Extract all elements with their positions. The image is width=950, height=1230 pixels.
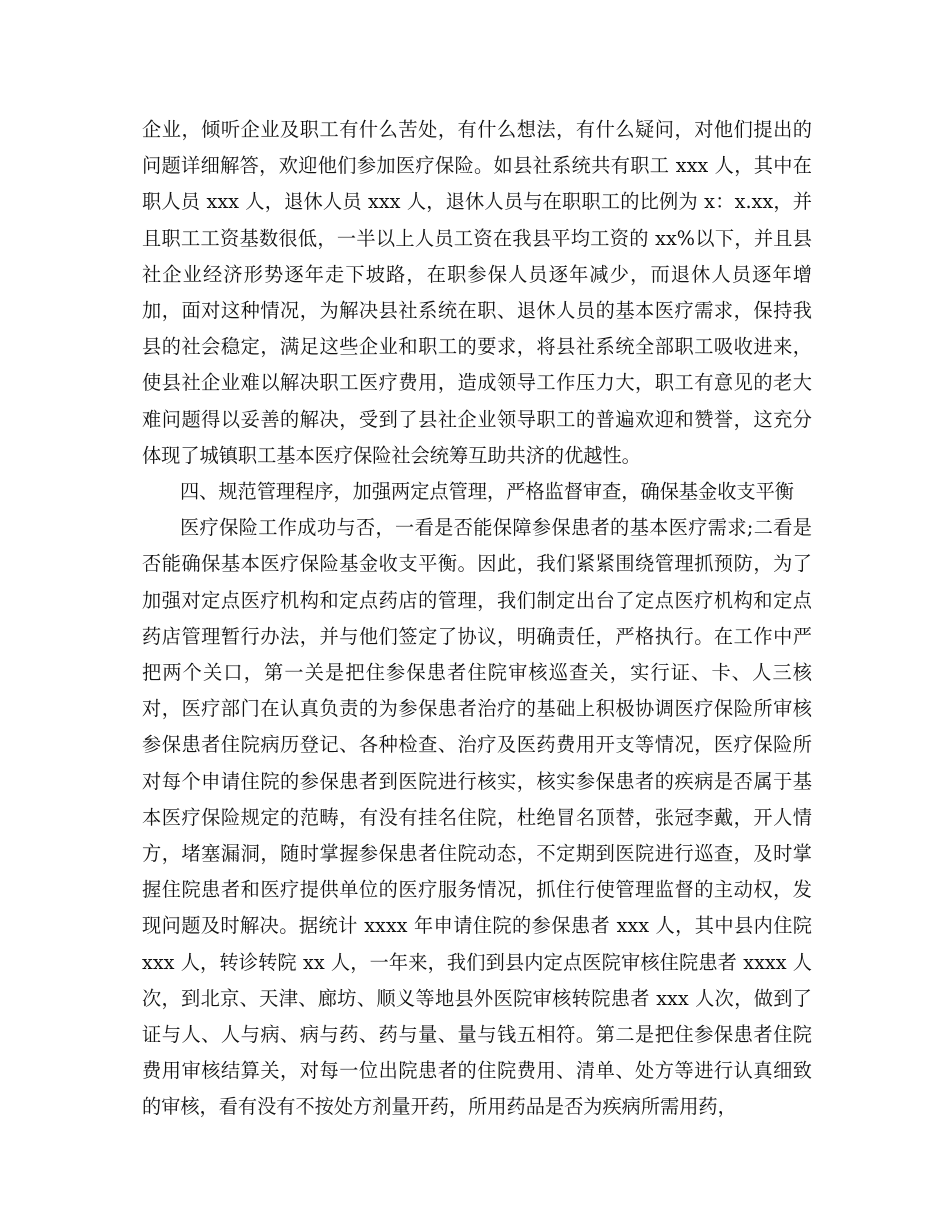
section-heading: 四、规范管理程序，加强两定点管理，严格监督审查，确保基金收支平衡 [180,480,794,504]
document-body [142,112,812,1126]
paragraph-1: 企业，倾听企业及职工有什么苦处，有什么想法，有什么疑问，对他们提出的问题详细解答，欢迎他们参加医疗保险。如县社系统共有职工 xxx 人，其中在职人员 xxx 人，退休人员 xxx 人，退休人员与在职职工的比例为 x：x.xx，并且职工工资基数很低，一半以上人员工资在我县平均工资的 xx%以下，并且县社企业经济形势逐年走下坡路，在职参保人员逐年减少，而退休人员逐年增加，面对这种情况，为解决县社系统在职、退休人员的基本医疗需求，保持我县的社会稳定，满足这些企业和职工的要求，将县社系统全部职工吸收进来，使县社企业难以解决职工医疗费用，造成领导工作压力大，职工有意见的老大难问题得以妥善的解决，受到了县社企业领导职工的普遍欢迎和赞誉，这充分体现了城镇职工基本医疗保险社会统筹互助共济的优越性。 [142,118,812,467]
paragraph-2: 医疗保险工作成功与否，一看是否能保障参保患者的基本医疗需求;二看是否能确保基本医疗保险基金收支平衡。因此，我们紧紧围绕管理抓预防，为了加强对定点医疗机构和定点药店的管理，我们制定出台了定点医疗机构和定点药店管理暂行办法，并与他们签定了协议，明确责任，严格执行。在工作中严把两个关口，第一关是把住参保患者住院审核巡查关，实行证、卡、人三核对，医疗部门在认真负责的为参保患者治疗的基础上积极协调医疗保险所审核参保患者住院病历登记、各种检查、治疗及医药费用开支等情况，医疗保险所对每个申请住院的参保患者到医院进行核实，核实参保患者的疾病是否属于基本医疗保险规定的范畴，有没有挂名住院，杜绝冒名顶替，张冠李戴，开人情方，堵塞漏洞，随时掌握参保患者住院动态，不定期到医院进行巡查，及时掌握住院患者和医疗提供单位的医疗服务情况，抓住行使管理监督的主动权，发现问题及时解决。据统计 xxxx 年申请住院的参保患者 xxx 人，其中县内住院 xxx 人，转诊转院 xx 人，一年来，我们到县内定点医院审核住院患者 xxxx 人次，到北京、天津、廊坊、顺义等地县外医院审核转院患者 xxx 人次，做到了证与人、人与病、病与药、药与量、量与钱五相符。第二是把住参保患者住院费用审核结算关，对每一位出院患者的住院费用、清单、处方等进行认真细致的审核，看有没有不按处方剂量开药，所用药品是否为疾病所需用药， [142,516,812,1119]
